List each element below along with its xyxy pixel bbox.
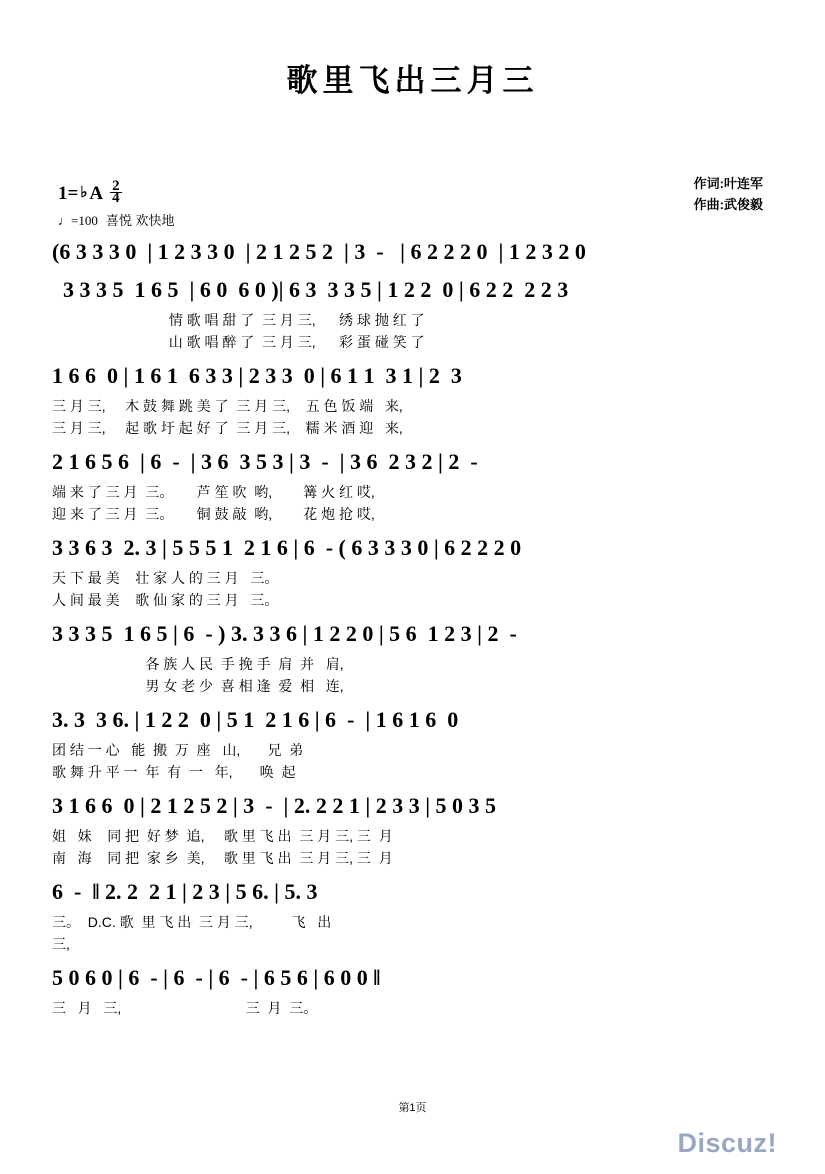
lyrics-line-2: 三,	[52, 936, 70, 952]
watermark: Discuz!	[677, 1128, 777, 1158]
notation-line: 6 - ‖ 2. 2 2 1 | 2 3 | 5 6. | 5. 3	[52, 879, 318, 904]
lyrics-line-1: 三。 D.C. 歌 里 飞 出 三 月 三, 飞 出	[52, 914, 332, 930]
lyrics-line-2: 迎 来 了 三 月 三。 铜 鼓 敲 哟, 花 炮 抢 哎,	[52, 506, 375, 522]
lyrics-line-2: 男 女 老 少 喜 相 逢 爱 相 连,	[52, 678, 344, 694]
notation-line: 3 3 3 5 1 6 5 | 6 - ) 3. 3 3 6 | 1 2 2 0 | 5 6 1 2 3 | 2 -	[52, 621, 517, 646]
notation-line: 3 3 3 5 1 6 5 | 6 0 6 0 )| 6 3 3 3 5 | 1 2 2 0 | 6 2 2 2 2 3	[52, 277, 569, 302]
music-staff	[52, 237, 783, 1019]
lyrics-line-1: 天 下 最 美 壮 家 人 的 三 月 三。	[52, 570, 279, 586]
composer-credit: 作曲:武俊毅	[693, 197, 763, 212]
lyrics-line-2: 山 歌 唱 醉 了 三 月 三, 彩 蛋 碰 笑 了	[52, 334, 425, 350]
music-system	[52, 705, 783, 791]
lyrics-line-1: 团 结 一 心 能 搬 万 座 山, 兄 弟	[52, 742, 304, 758]
time-signature	[110, 178, 122, 206]
lyricist-credit: 作词:叶连军	[693, 176, 763, 191]
lyrics-line-2: 三 月 三, 起 歌 圩 起 好 了 三 月 三, 糯 米 酒 迎 来,	[52, 420, 403, 436]
key-letter: A	[89, 183, 104, 204]
lyrics-line-2: 歌 舞 升 平 一 年 有 一 年, 唤 起	[52, 764, 296, 780]
lyrics-line-1: 三 月 三, 三 月 三。	[52, 1000, 318, 1016]
tempo-marking: ♩=100	[58, 213, 98, 228]
music-system	[52, 447, 783, 533]
notation-line: 2 1 6 5 6 | 6 - | 3 6 3 5 3 | 3 - | 3 6 2 3 2 | 2 -	[52, 449, 478, 474]
music-system	[52, 791, 783, 877]
flat-icon: ♭	[80, 185, 88, 201]
notation-line: (6 3 3 3 0 | 1 2 3 3 0 | 2 1 2 5 2 | 3 - | 6 2 2 2 0 | 1 2 3 2 0	[52, 239, 586, 264]
lyrics-line-1: 三 月 三, 木 鼓 舞 跳 美 了 三 月 三, 五 色 饭 端 来,	[52, 398, 403, 414]
notation-line: 1 6 6 0 | 1 6 1 6 3 3 | 2 3 3 0 | 6 1 1 3 1 | 2 3	[52, 363, 462, 388]
page-title: 歌里飞出三月三	[286, 63, 539, 98]
page-number: 第1页	[398, 1102, 427, 1114]
mood-marking: 喜悦 欢快地	[105, 213, 175, 228]
sheet-music-page	[0, 55, 825, 1174]
key-signature-block	[58, 178, 175, 229]
lyrics-line-1: 情 歌 唱 甜 了 三 月 三, 绣 球 抛 红 了	[52, 312, 425, 328]
lyrics-line-1: 各 族 人 民 手 挽 手 肩 并 肩,	[52, 656, 344, 672]
lyrics-line-1: 姐 妹 同 把 好 梦 追, 歌 里 飞 出 三 月 三, 三 月	[52, 828, 393, 844]
key-line	[58, 178, 174, 206]
tempo-line	[58, 210, 174, 229]
credits-block	[694, 173, 763, 215]
music-system	[52, 275, 783, 361]
lyrics-line-1: 端 来 了 三 月 三。 芦 笙 吹 哟, 篝 火 红 哎,	[52, 484, 375, 500]
music-system	[52, 619, 783, 705]
music-system	[52, 963, 783, 1019]
time-signature-denominator: 4	[112, 190, 120, 206]
lyrics-line-2: 人 间 最 美 歌 仙 家 的 三 月 三。	[52, 592, 279, 608]
key-prefix: 1=	[58, 183, 79, 204]
music-system	[52, 533, 783, 619]
time-signature-numerator: 2	[112, 178, 120, 194]
music-system	[52, 237, 783, 275]
notation-line: 3. 3 3 6. | 1 2 2 0 | 5 1 2 1 6 | 6 - | 1 6 1 6 0	[52, 707, 459, 732]
music-system	[52, 877, 783, 963]
notation-line: 5 0 6 0 | 6 - | 6 - | 6 - | 6 5 6 | 6 0 0 ‖	[52, 965, 381, 990]
music-system	[52, 361, 783, 447]
notation-line: 3 1 6 6 0 | 2 1 2 5 2 | 3 - | 2. 2 2 1 | 2 3 3 | 5 0 3 5	[52, 793, 497, 818]
lyrics-line-2: 南 海 同 把 家 乡 美, 歌 里 飞 出 三 月 三, 三 月	[52, 850, 393, 866]
notation-line: 3 3 6 3 2. 3 | 5 5 5 1 2 1 6 | 6 - ( 6 3 3 3 0 | 6 2 2 2 0	[52, 535, 522, 560]
